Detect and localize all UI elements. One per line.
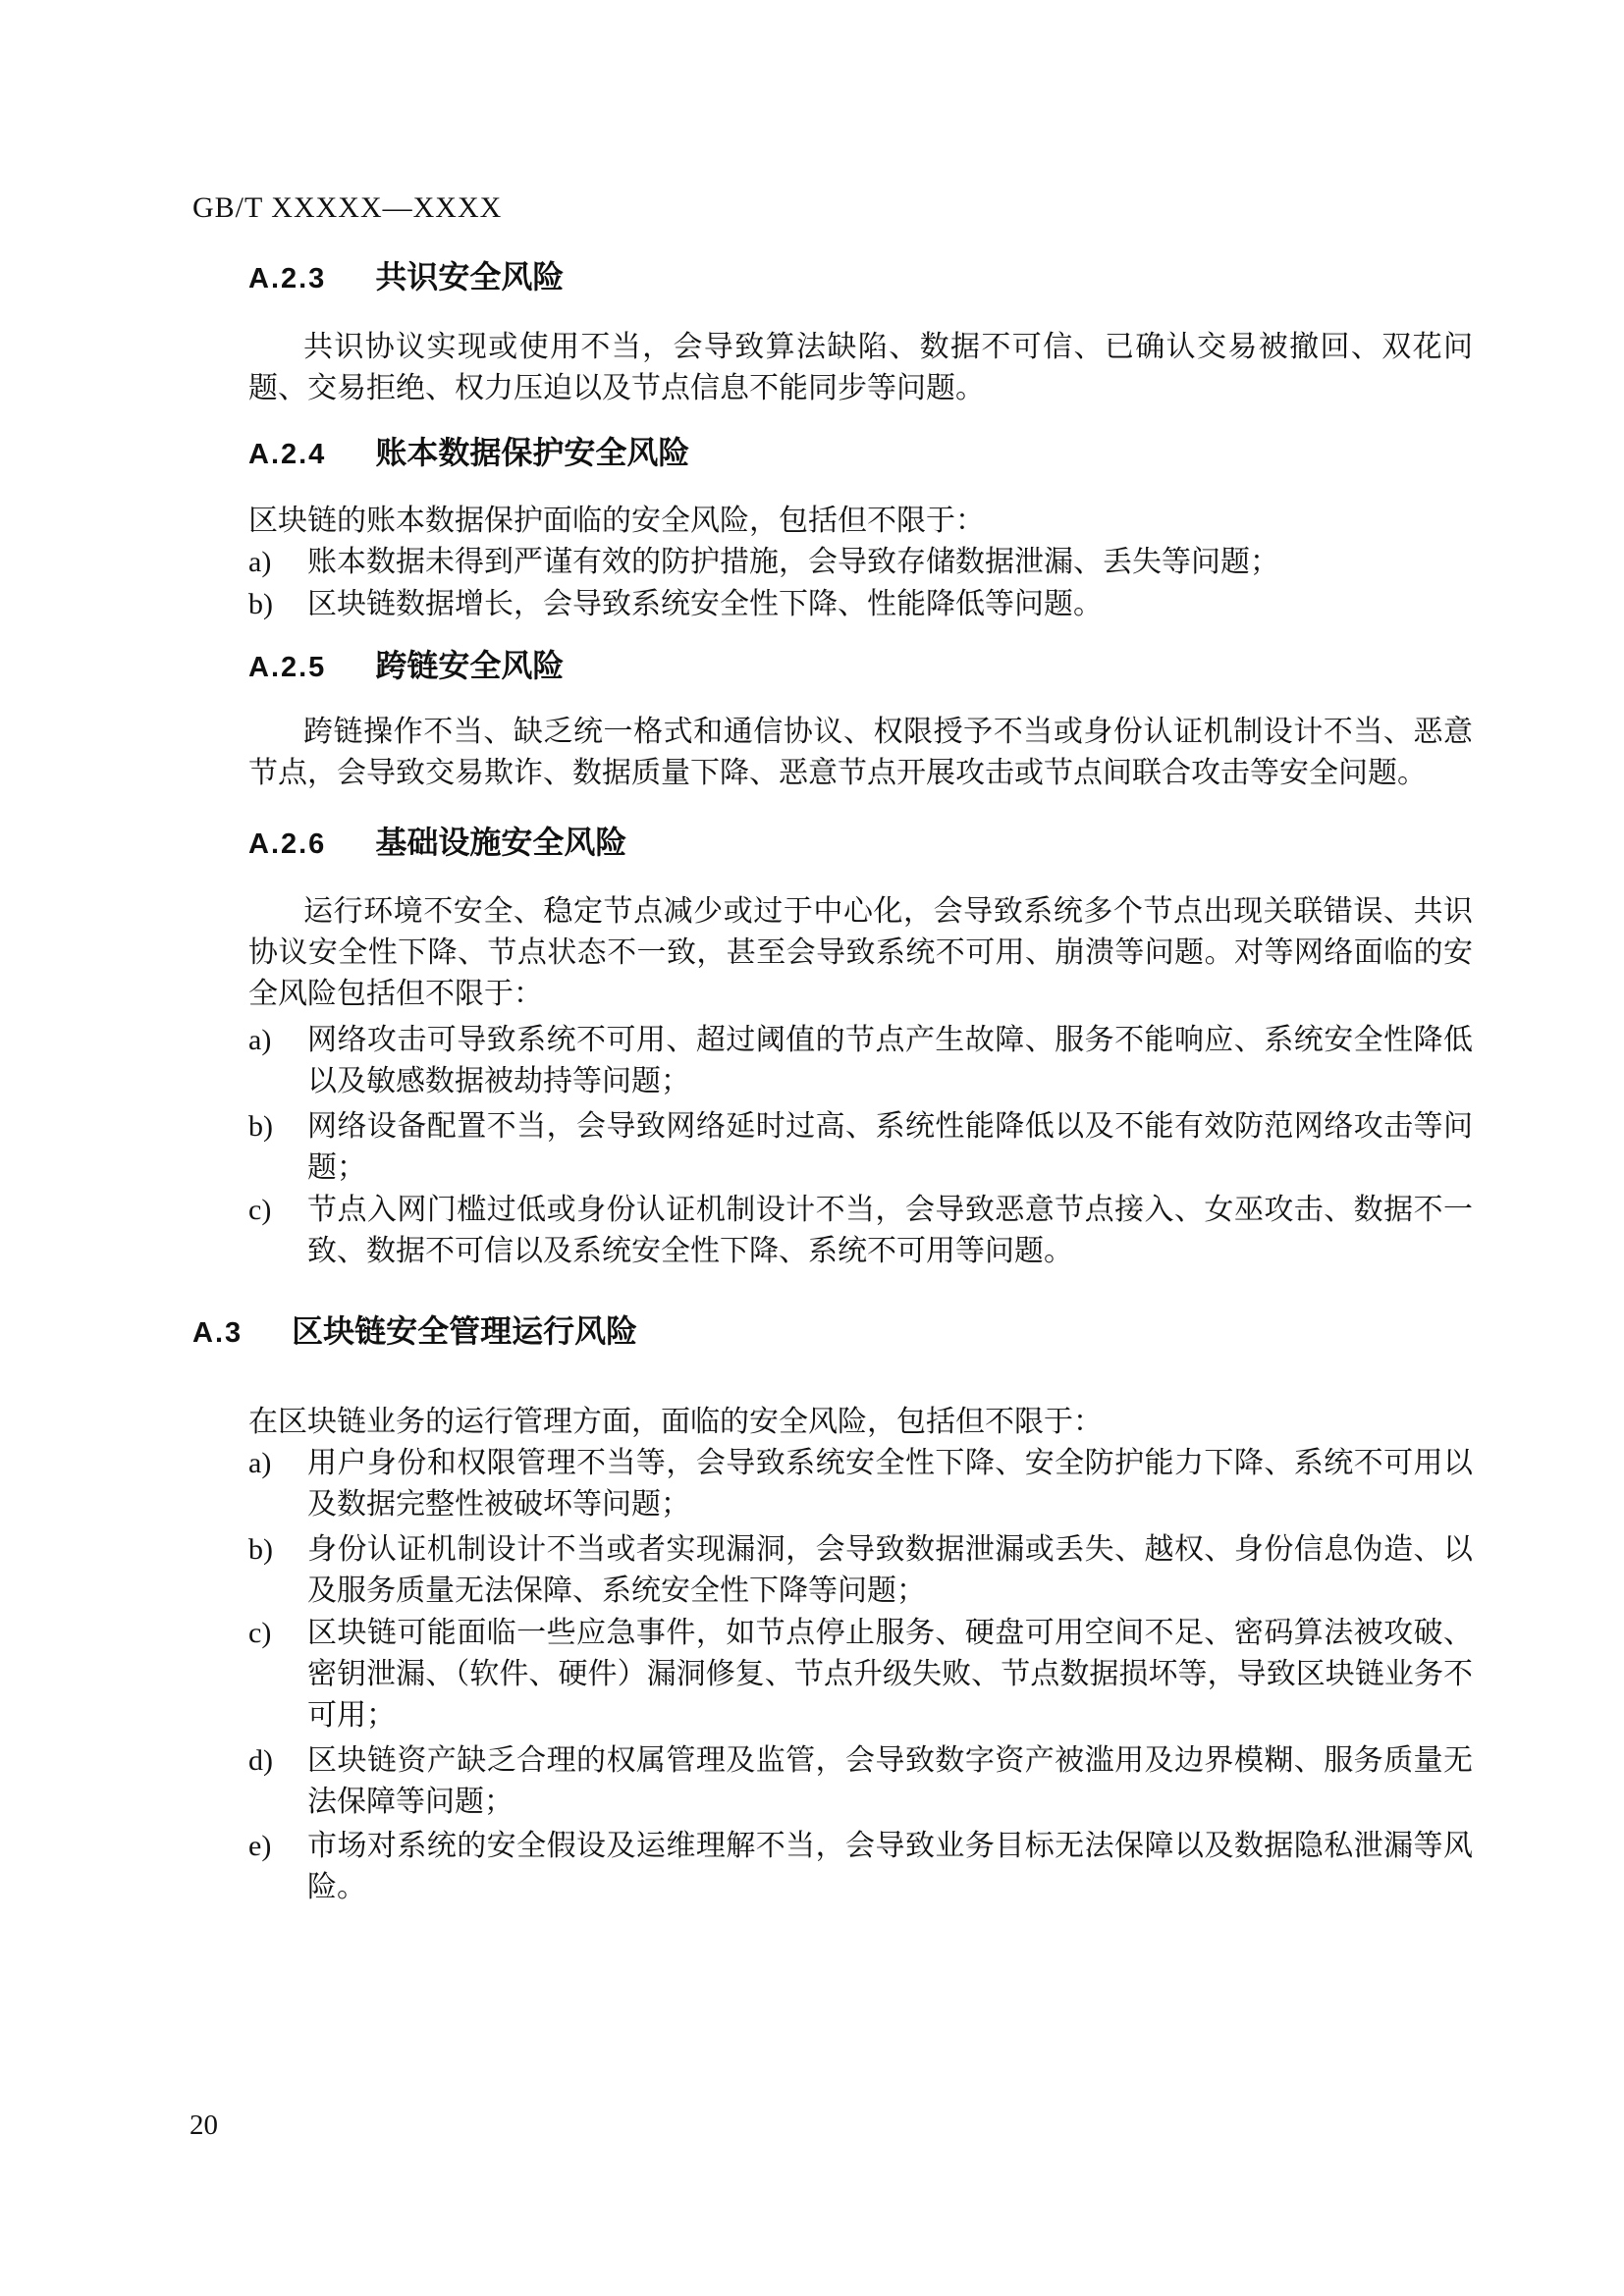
list-item <box>248 584 1473 625</box>
list-item <box>248 542 1473 583</box>
clause-heading-a24 <box>248 435 1473 472</box>
list-item-text: 身份认证机制设计不当或者实现漏洞，会导致数据泄漏或丢失、越权、身份信息伪造、以及服务质量无法保障、系统安全性下降等问题； <box>307 1533 1473 1607</box>
clause-heading-a3 <box>192 1313 1473 1351</box>
paragraph-a25: 跨链操作不当、缺乏统一格式和通信协议、权限授予不当或身份认证机制设计不当、恶意节点，会导致交易欺诈、数据质量下降、恶意节点开展攻击或节点间联合攻击等安全问题。 <box>248 716 1473 789</box>
section-a24 <box>192 435 1473 625</box>
running-header-doc-number: GB/T XXXXX—XXXX <box>192 191 503 224</box>
clause-number: A.3 <box>192 1317 244 1349</box>
clause-number: A.2.5 <box>248 652 327 683</box>
clause-title: 基础设施安全风险 <box>375 825 627 860</box>
list-item-text: 网络攻击可导致系统不可用、超过阈值的节点产生故障、服务不能响应、系统安全性降低以及敏感数据被劫持等问题； <box>307 1024 1473 1097</box>
list-item-letter: e) <box>248 1830 272 1862</box>
page-content <box>192 0 1473 1908</box>
list-item-letter: a) <box>248 1024 272 1056</box>
list-item-letter: b) <box>248 588 273 620</box>
list-item <box>248 1826 1473 1908</box>
clause-title: 账本数据保护安全风险 <box>375 435 690 470</box>
list-item <box>248 1613 1473 1736</box>
list-item-text: 区块链资产缺乏合理的权属管理及监管，会导致数字资产被滥用及边界模糊、服务质量无法保障等问题； <box>307 1744 1473 1818</box>
paragraph-a23: 共识协议实现或使用不当，会导致算法缺陷、数据不可信、已确认交易被撤回、双花问题、交易拒绝、权力压迫以及节点信息不能同步等问题。 <box>248 331 1473 404</box>
clause-title: 共识安全风险 <box>375 259 565 294</box>
section-a25 <box>192 648 1473 794</box>
clause-heading-a23 <box>248 259 1473 296</box>
list-item-text: 节点入网门槛过低或身份认证机制设计不当，会导致恶意节点接入、女巫攻击、数据不一致、数据不可信以及系统安全性下降、系统不可用等问题。 <box>307 1194 1473 1267</box>
list-item-letter: c) <box>248 1194 272 1226</box>
list-item <box>248 1740 1473 1823</box>
clause-heading-a25 <box>248 648 1473 685</box>
list-item <box>248 1443 1473 1525</box>
list-item-text: 区块链可能面临一些应急事件，如节点停止服务、硬盘可用空间不足、密码算法被攻破、密钥泄漏、（软件、硬件）漏洞修复、节点升级失败、节点数据损坏等，导致区块链业务不可用； <box>307 1617 1473 1732</box>
section-a23 <box>192 259 1473 409</box>
list-item-text: 用户身份和权限管理不当等，会导致系统安全性下降、安全防护能力下降、系统不可用以及数据完整性被破坏等问题； <box>307 1447 1473 1521</box>
list-item-text: 区块链数据增长，会导致系统安全性下降、性能降低等问题。 <box>307 588 1103 620</box>
list-item <box>248 1529 1473 1612</box>
list-item-letter: a) <box>248 1447 272 1479</box>
clause-title: 跨链安全风险 <box>375 648 565 683</box>
clause-heading-a26 <box>248 825 1473 862</box>
list-item-text: 市场对系统的安全假设及运维理解不当，会导致业务目标无法保障以及数据隐私泄漏等风险。 <box>307 1830 1473 1903</box>
intro-paragraph-a3: 在区块链业务的运行管理方面，面临的安全风险，包括但不限于： <box>248 1406 1103 1438</box>
section-a26 <box>192 825 1473 1272</box>
clause-number: A.2.4 <box>248 439 327 470</box>
list-item <box>248 1020 1473 1102</box>
list-item-text: 账本数据未得到严谨有效的防护措施，会导致存储数据泄漏、丢失等问题； <box>307 546 1279 578</box>
intro-paragraph-a24: 区块链的账本数据保护面临的安全风险，包括但不限于： <box>248 505 985 537</box>
paragraph-a26: 运行环境不安全、稳定节点减少或过于中心化，会导致系统多个节点出现关联错误、共识协议安全性下降、节点状态不一致，甚至会导致系统不可用、崩溃等问题。对等网络面临的安全风险包括但不限于： <box>248 895 1473 1010</box>
page-number: 20 <box>189 2109 218 2141</box>
clause-number: A.2.6 <box>248 828 327 860</box>
list-item <box>248 1190 1473 1272</box>
list-item-letter: d) <box>248 1744 273 1777</box>
list-item-letter: b) <box>248 1533 273 1566</box>
list-item-letter: a) <box>248 546 272 578</box>
list-item <box>248 1106 1473 1189</box>
section-a3 <box>192 1313 1473 1908</box>
list-item-letter: b) <box>248 1110 273 1143</box>
clause-title: 区块链安全管理运行风险 <box>292 1313 638 1349</box>
list-item-text: 网络设备配置不当，会导致网络延时过高、系统性能降低以及不能有效防范网络攻击等问题； <box>307 1110 1473 1184</box>
clause-number: A.2.3 <box>248 263 327 294</box>
list-item-letter: c) <box>248 1617 272 1649</box>
